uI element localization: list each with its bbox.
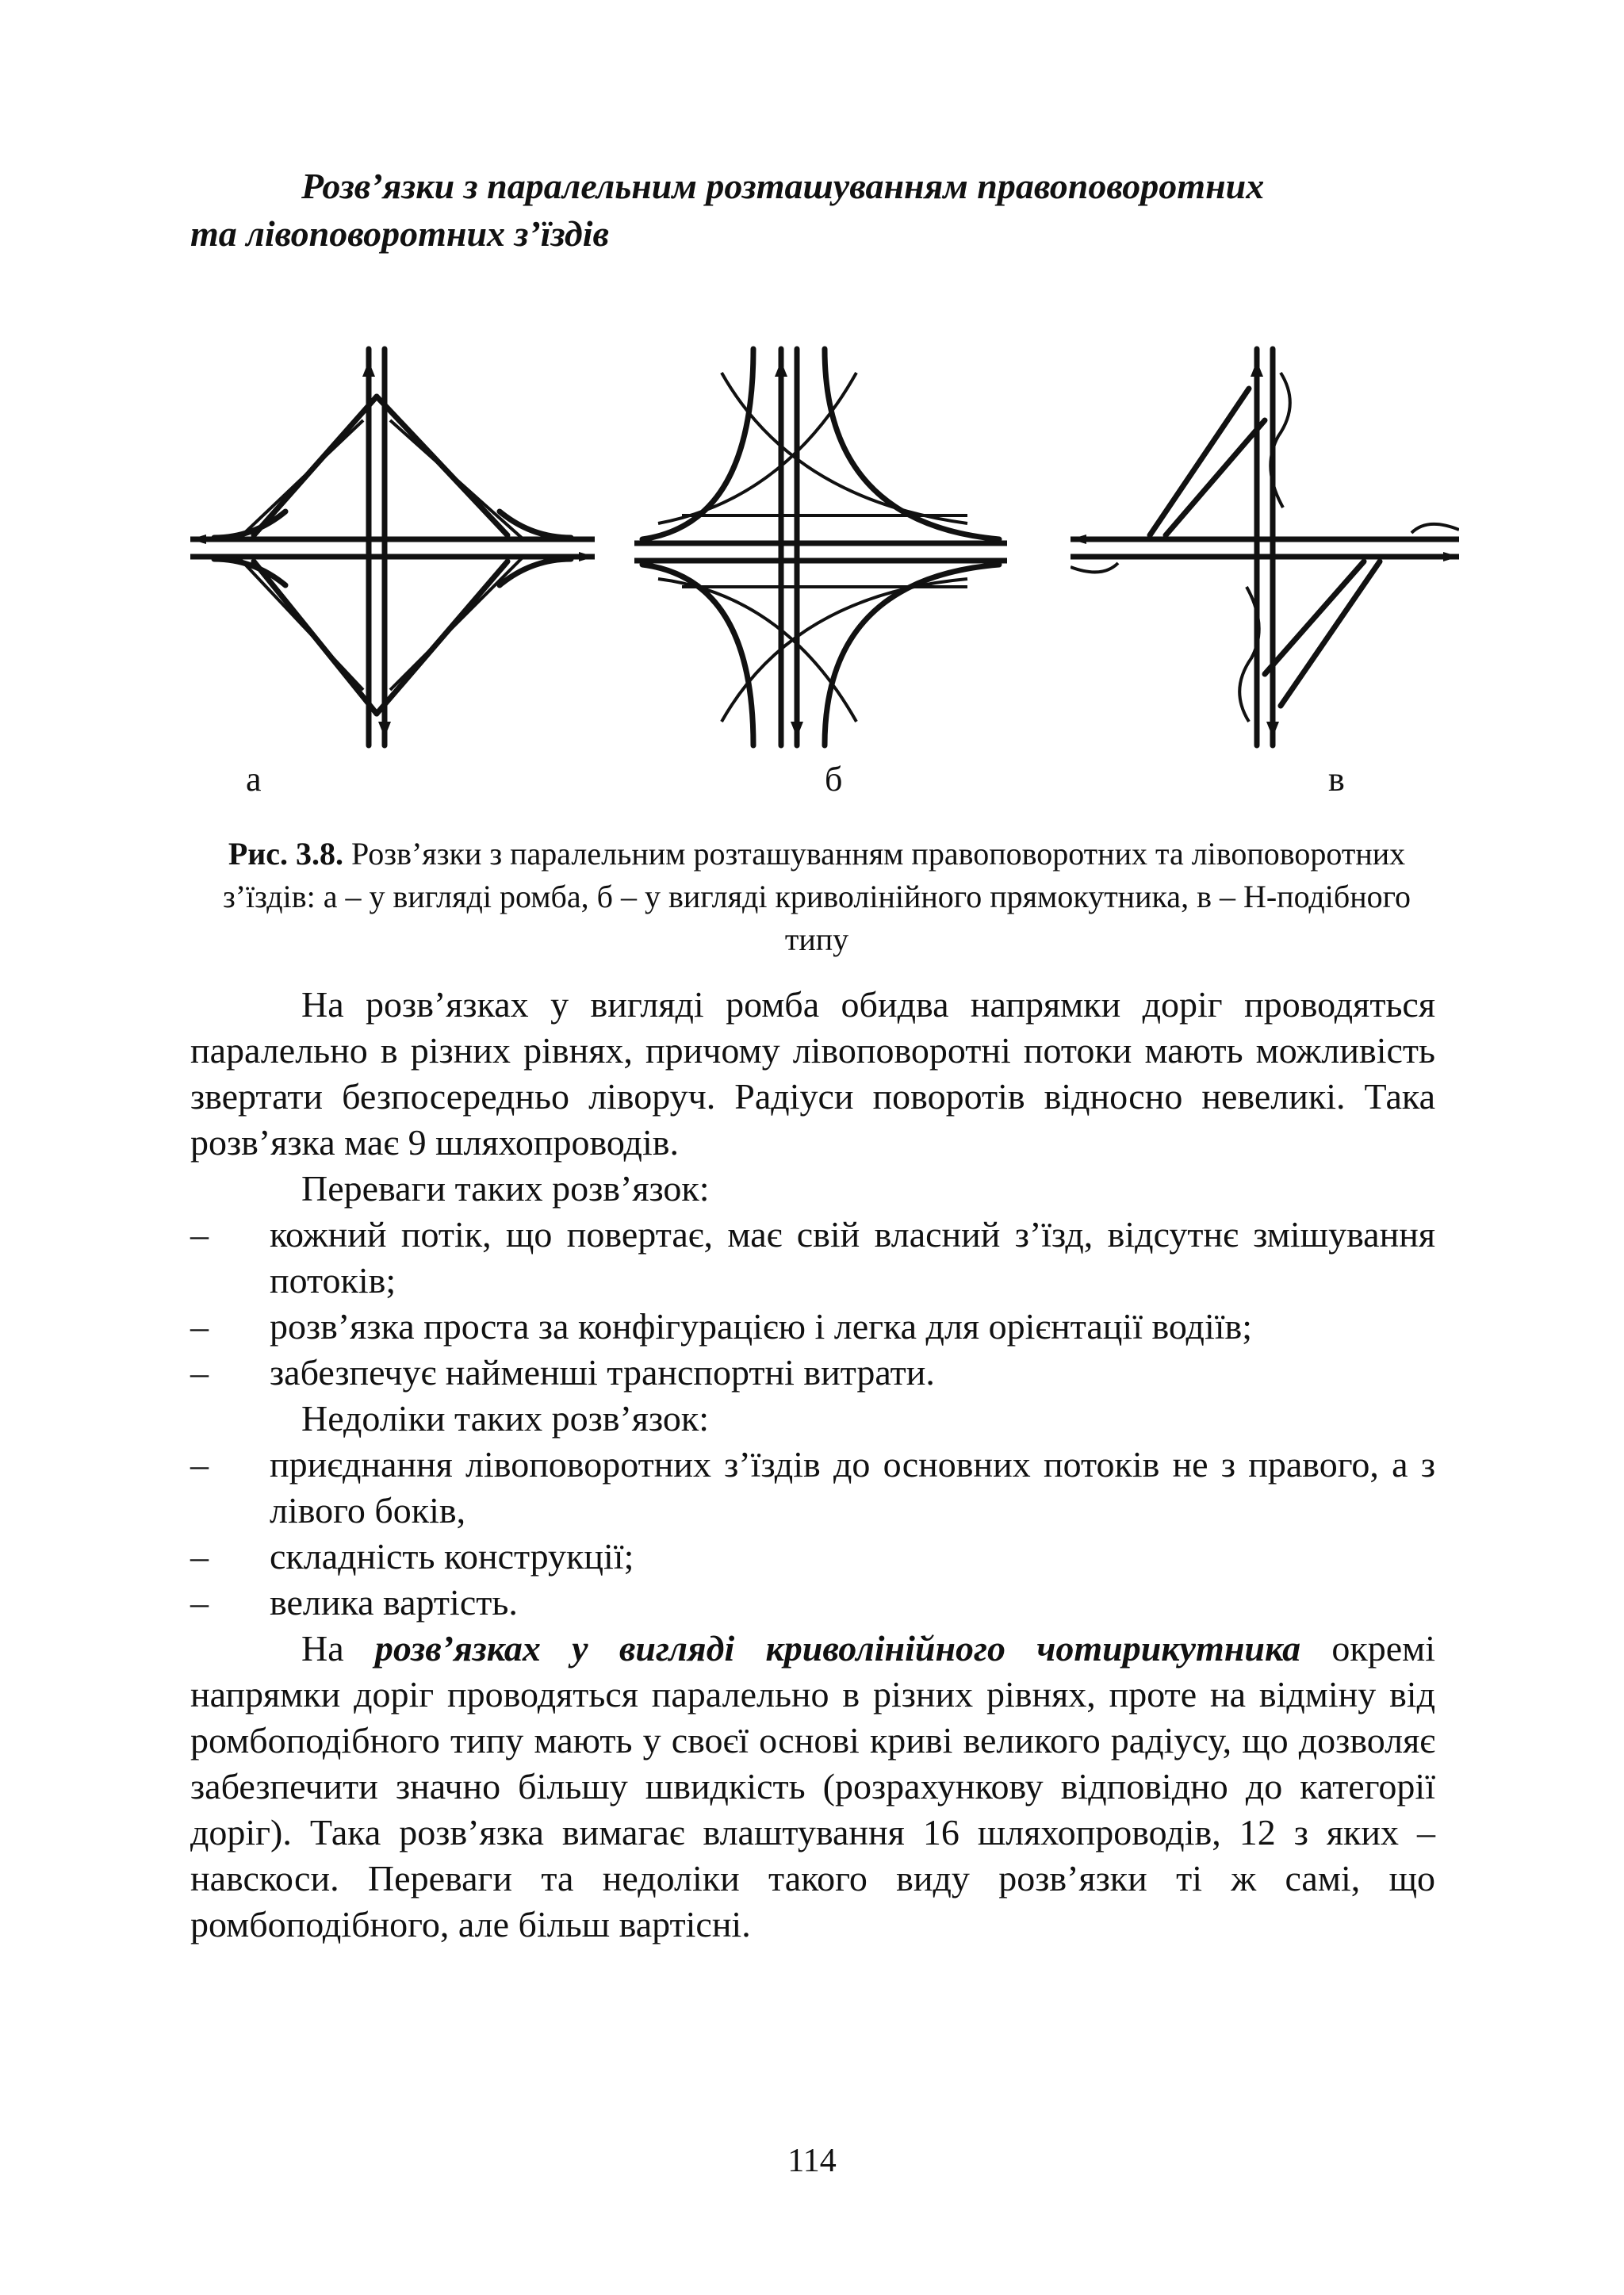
figure-caption	[198, 833, 1435, 961]
list-dash: –	[190, 1444, 209, 1485]
advantage-item-text: розв’язка проста за конфігурацією і легка для орієнтації водіїв;	[270, 1306, 1253, 1347]
figure-b-curvilinear-interchange	[634, 341, 1007, 753]
disadvantage-item-text: складність конструкції;	[270, 1536, 634, 1577]
paragraph-diamond: На розв’язках у вигляді ромба обидва напрямки доріг проводяться паралельно в різних рівнях, причому лівоповоротні потоки мають можливість звертати безпосередньо ліворуч. Радіуси поворотів відносно невеликі. Така розв’язка має 9 шляхопроводів.	[190, 984, 1435, 1163]
figure-v-h-type-interchange	[1071, 341, 1459, 753]
disadvantages-title: Недоліки таких розв’язок:	[301, 1398, 709, 1439]
disadvantage-item-text: велика вартість.	[270, 1582, 518, 1623]
disadvantage-item-text: приєднання лівоповоротних з’їздів до основних потоків не з правого, а з лівого боків,	[270, 1444, 1435, 1531]
figure-label-v: в	[1328, 760, 1345, 799]
advantages-title: Переваги таких розв’язок:	[301, 1168, 710, 1209]
disadvantage-item	[190, 1442, 1435, 1534]
advantage-item	[190, 1304, 1435, 1350]
figure-label-a: а	[246, 760, 262, 799]
list-dash: –	[190, 1214, 209, 1255]
diamond-interchange-drawing	[190, 341, 595, 753]
figure-caption-label: Рис. 3.8.	[228, 836, 344, 872]
paragraph-curvilinear	[190, 1626, 1435, 1948]
curvilinear-interchange-drawing	[634, 341, 1007, 753]
heading-line-1: Розв’язки з паралельним розташуванням правоповоротних	[301, 166, 1265, 206]
advantage-item-text: забезпечує найменші транспортні витрати.	[270, 1352, 935, 1393]
section-heading	[190, 163, 1435, 258]
figure-caption-text: Розв’язки з паралельним розташуванням правоповоротних та лівоповоротних з’їздів: а – у вигляді ромба, б – у вигляді криволінійного прямокутника, в – Н-подібного типу	[222, 836, 1411, 957]
advantage-item-text: кожний потік, що повертає, має свій власний з’їзд, відсутнє змішування потоків;	[270, 1214, 1435, 1301]
disadvantage-item	[190, 1580, 1435, 1626]
paragraph-curvilinear-rest: окремі напрямки доріг проводяться паралельно в різних рівнях, проте на відміну від ромбоподібного типу мають у своєї основі криві великого радіусу, що дозволяє забезпечити значно більшу швидкість (розрахункову відповідно до категорії доріг). Така розв’язка вимагає влаштування 16 шляхопроводів, 12 з яких – навскоси. Переваги та недоліки такого виду розв’язки ті ж самі, що ромбоподібного, але більш вартісні.	[190, 1628, 1436, 1944]
h-type-interchange-drawing	[1071, 341, 1459, 753]
figure-label-b: б	[825, 760, 843, 799]
list-dash: –	[190, 1582, 209, 1623]
page-number: 114	[787, 2143, 837, 2179]
paragraph-curvilinear-emphasis: розв’язках у вигляді криволінійного чотирикутника	[374, 1628, 1301, 1669]
heading-line-2: та лівоповоротних з’їздів	[190, 213, 610, 254]
list-dash: –	[190, 1306, 209, 1347]
advantage-item	[190, 1212, 1435, 1304]
list-dash: –	[190, 1536, 209, 1577]
figure-a-diamond-interchange	[190, 341, 595, 753]
paragraph-curvilinear-start: На	[301, 1628, 375, 1669]
body-text	[190, 982, 1435, 1948]
advantage-item	[190, 1350, 1435, 1396]
figure-3-8	[190, 341, 1459, 799]
disadvantage-item	[190, 1534, 1435, 1580]
list-dash: –	[190, 1352, 209, 1393]
